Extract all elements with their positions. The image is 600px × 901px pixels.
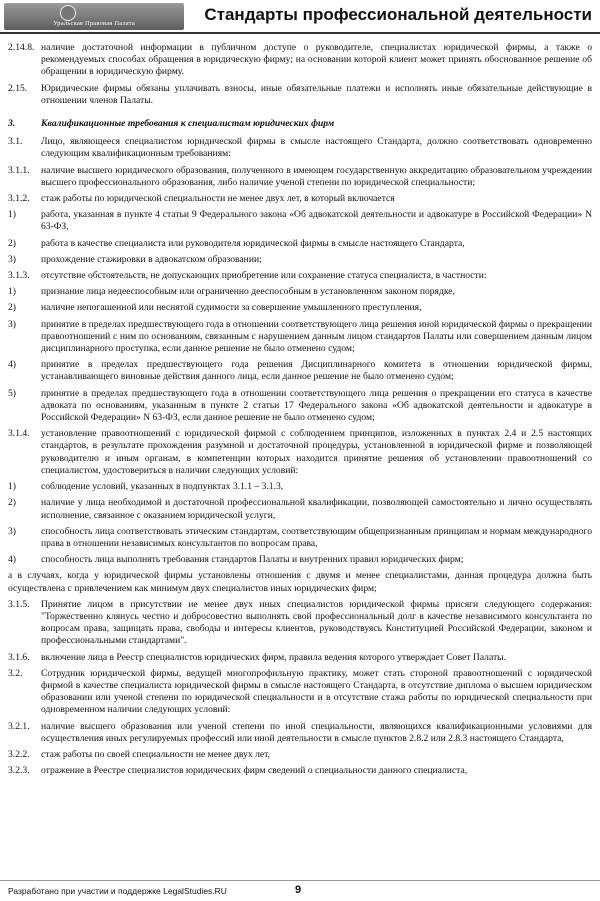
logo-text: Уральская Правовая Палата xyxy=(53,20,135,27)
paragraph-text: Лицо, являющееся специалистом юридической фирмы в смысле настоящего Стандарта, должно соответствовать одновременно следующим квалификационным требованиям: xyxy=(41,136,592,160)
paragraph-number: 2.14.8. xyxy=(8,42,35,53)
paragraph-text: наличие достаточной информации в публичном доступе о руководителе, специалистах юридической фирмы, а также о рекомендуемых способах обращения в юридическую фирму; на основании которой клиент может принять обоснованное решение об обращении в юридическую фирму. xyxy=(41,42,592,78)
emblem-icon xyxy=(60,5,76,21)
paragraph-text: наличие высшего юридического образования, полученного в имеющем государственную аккредитацию образовательном учреждении высшего профессионального образования, либо наличие ученой степени по юридической специальности; xyxy=(41,164,592,188)
paragraph xyxy=(8,42,592,79)
paragraph-text: установление правоотношений с юридической фирмой с соблюдением принципов, изложенных в пунктах 2.4 и 2.5 настоящих стандартов, в результате прохождения разумной и достаточной процедуры, установленной в юридической фирме и позволяющей руководителю и иным органам, в компетенции которых находится принятие решения об установлении правоотношений со специалистом, удостовериться в наличии следующих условий: xyxy=(41,428,592,476)
paragraph-number: 3) xyxy=(8,318,16,330)
paragraph-text: стаж работы по своей специальности не менее двух лет, xyxy=(41,748,270,760)
paragraph-text: включение лица в Реестр специалистов юридических фирм, правила ведения которого утверждает Совет Палаты. xyxy=(41,651,507,663)
paragraph-number: 3.1.4. xyxy=(8,428,30,440)
paragraph xyxy=(8,270,592,282)
paragraph xyxy=(8,652,592,664)
paragraph xyxy=(8,428,592,477)
paragraph-text: работа в качестве специалиста или руководителя юридической фирмы в смысле настоящего Стандарта, xyxy=(41,237,465,249)
paragraph-number: 2) xyxy=(8,497,16,509)
paragraph-number: 1) xyxy=(8,209,16,221)
paragraph-number: 3.1.5. xyxy=(8,598,30,610)
paragraph-text: отсутствие обстоятельств, не допускающих приобретение или сохранение статуса специалиста, в частности: xyxy=(41,270,487,282)
paragraph xyxy=(8,136,592,160)
paragraph-number: 4) xyxy=(8,359,16,371)
paragraph-text: наличие у лица необходимой и достаточной профессиональной квалификации, позволяющей самостоятельно и лично осуществлять исполнение, связанное с оказанием юридической услуги, xyxy=(41,497,592,521)
paragraph-text: Сотрудник юридической фирмы, ведущей многопрофильную практику, может стать стороной правоотношений с юридической фирмой в качестве специалиста юридической фирмы в смысле настоящего Стандарта, в отсутствие диплома о высшем юридическом образовании или ученой степени по юридической специальности и в отсутствие стажа работы по юридической специальности при одновременном наличии следующих условий: xyxy=(41,667,592,716)
paragraph xyxy=(8,599,592,648)
paragraph-number: 3.1. xyxy=(8,136,23,148)
paragraph-number: 5) xyxy=(8,387,16,399)
paragraph xyxy=(8,359,592,383)
page-number: 9 xyxy=(295,884,302,896)
paragraph-number: 3.1.2. xyxy=(8,193,30,205)
paragraph-number: 3.2. xyxy=(8,667,23,679)
organization-logo xyxy=(4,3,184,30)
paragraph-number: 2) xyxy=(8,237,16,249)
paragraph xyxy=(8,83,592,107)
page-footer xyxy=(0,880,600,901)
page-header xyxy=(0,0,600,34)
paragraph xyxy=(8,193,592,205)
paragraph xyxy=(8,765,592,777)
document-title: Стандарты профессиональной деятельности xyxy=(204,5,592,24)
paragraph xyxy=(8,497,592,521)
paragraph-text: наличие непогашенной или неснятой судимости за совершение умышленного преступления, xyxy=(41,302,422,314)
document-body xyxy=(8,42,592,781)
paragraph-text: способность лица выполнять требования стандартов Палаты и внутренних правил юридических фирм; xyxy=(41,554,464,566)
paragraph-text: Принятие лицом в присутствии не менее двух иных специалистов юридической фирмы присяги следующего содержания: "Торжественно клянусь честно и добросовестно выполнять свой профессиональный долг в качестве независимого консультанта по вопросам права, защищать права, свободы и интересы клиентов, руководствуясь Конституцией Российской Федерации, законом и профессиональными стандартами". xyxy=(41,598,592,647)
paragraph-number: 1) xyxy=(8,481,16,493)
paragraph-text: принятие в пределах предшествующего года решения Дисциплинарного комитета в отношении юридической фирмы, устанавливающего виновные действия данного лица, если данное решение не было отменено судом; xyxy=(41,359,592,383)
paragraph-number: 2.15. xyxy=(8,82,28,94)
footer-credit: Разработано при участии и поддержке LegalStudies.RU xyxy=(8,886,227,896)
paragraph-number: 3) xyxy=(8,253,16,265)
paragraph-text: Квалификационные требования к специалистам юридических фирм xyxy=(41,118,335,130)
paragraph-text: работа, указанная в пункте 4 статьи 9 Федерального закона «Об адвокатской деятельности и адвокатуре в Российской Федерации» N 63-ФЗ, xyxy=(41,209,592,233)
paragraph-number: 4) xyxy=(8,554,16,566)
paragraph-text: стаж работы по юридической специальности не менее двух лет, в который включается xyxy=(41,193,395,205)
paragraph xyxy=(8,554,592,566)
paragraph-number: 3.2.2. xyxy=(8,748,30,760)
paragraph-number: 3. xyxy=(8,118,16,130)
section-heading xyxy=(8,118,592,130)
paragraph-continuation: а в случаях, когда у юридической фирмы установлены отношения с двумя и менее специалистами, данная процедура должна быть осуществлена с привлечением как минимум двух специалистов иных юридических фирм; xyxy=(8,570,592,594)
paragraph xyxy=(8,302,592,314)
paragraph xyxy=(8,668,592,717)
paragraph-number: 3) xyxy=(8,525,16,537)
paragraph xyxy=(8,286,592,298)
paragraph-number: 3.2.1. xyxy=(8,720,30,732)
paragraph-number: 3.1.3. xyxy=(8,270,30,282)
paragraph xyxy=(8,254,592,266)
paragraph-number: 3.1.1. xyxy=(8,164,30,176)
paragraph xyxy=(8,165,592,189)
paragraph-text: принятие в пределах предшествующего года в отношении соответствующего лица решения о прекращении его статуса в качестве адвоката по основаниям, указанным в пункте 2 статьи 17 Федерального закона «Об адвокатской деятельности и адвокатуре в Российской Федерации» N 63-ФЗ, если данное решение не было отменено судом; xyxy=(41,387,592,424)
paragraph-number: 1) xyxy=(8,286,16,298)
paragraph-text: Юридические фирмы обязаны уплачивать взносы, иные обязательные платежи и исполнять иные обязательные действующие в отношении членов Палаты. xyxy=(41,82,592,106)
paragraph xyxy=(8,238,592,250)
paragraph xyxy=(8,388,592,425)
paragraph xyxy=(8,319,592,356)
paragraph xyxy=(8,209,592,233)
paragraph-number: 2) xyxy=(8,302,16,314)
paragraph-text: соблюдение условий, указанных в подпунктах 3.1.1 – 3.1.3, xyxy=(41,481,284,493)
paragraph-text: отражение в Реестре специалистов юридических фирм сведений о специальности данного специалиста, xyxy=(41,765,468,777)
paragraph-number: 3.1.6. xyxy=(8,651,30,663)
paragraph xyxy=(8,481,592,493)
paragraph-text: способность лица соответствовать этическим стандартам, соответствующим общепризнанным принципам и нормам международного права в отношении независимых консультантов по вопросам права, xyxy=(41,525,592,549)
paragraph-text: принятие в пределах предшествующего года в отношении соответствующего лица решения иной юридической фирмы о прекращении правоотношений с ним по основаниям, связанным с нарушением данным лицом стандартов Палаты или совершением данным лицом дисциплинарного проступка, если данное решение не было отменено судом; xyxy=(41,318,592,355)
paragraph xyxy=(8,526,592,550)
paragraph-text: признание лица недееспособным или ограниченно дееспособным в установленном законом порядке, xyxy=(41,286,455,298)
paragraph-number: 3.2.3. xyxy=(8,765,30,777)
paragraph-text: наличие высшего образования или ученой степени по иной специальности, являющихся квалификационными условиями для осуществления иных регулируемых профессий или иной деятельности в смысле пунктов 2.8.2 или 2.8.3 настоящего Стандарта, xyxy=(41,720,592,744)
paragraph xyxy=(8,721,592,745)
paragraph-text: прохождение стажировки в адвокатском образовании; xyxy=(41,253,262,265)
paragraph xyxy=(8,749,592,761)
